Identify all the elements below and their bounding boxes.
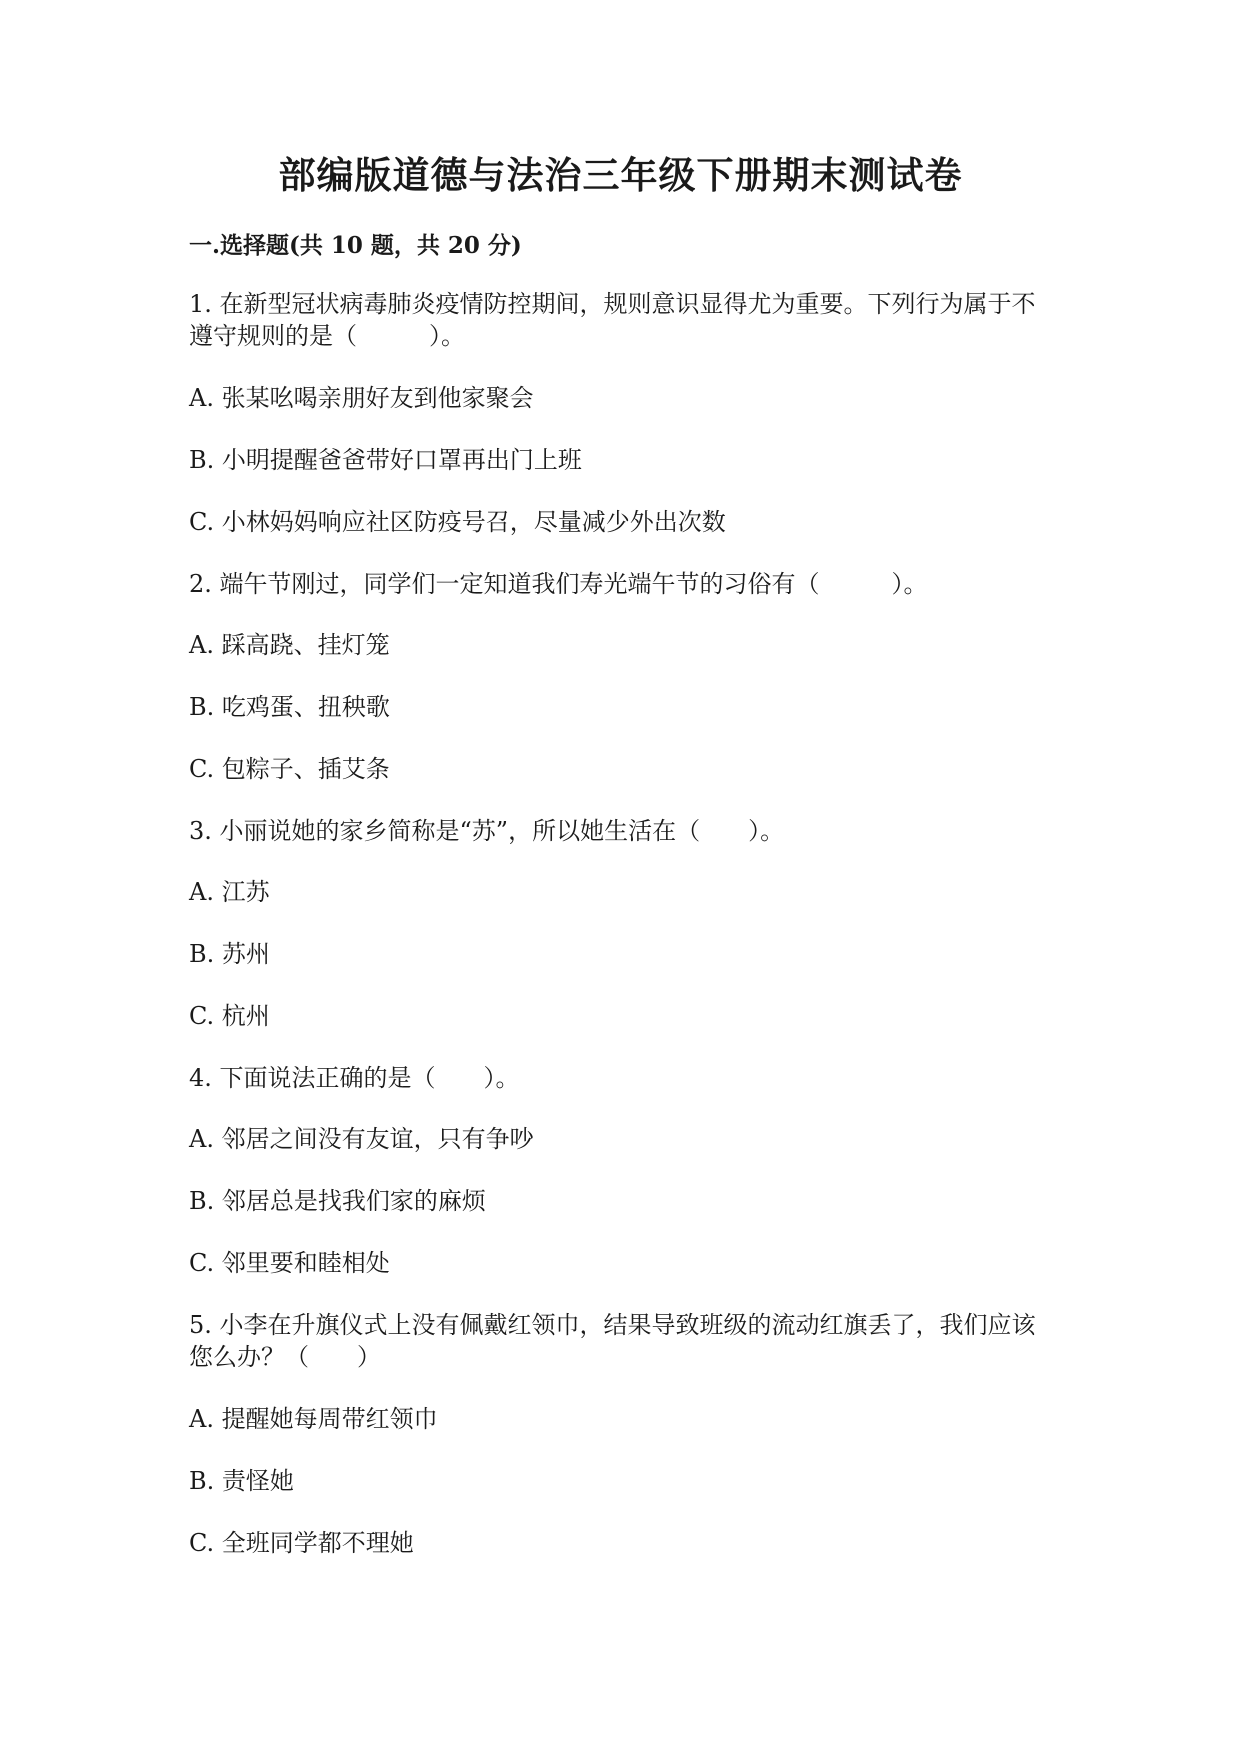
question-2-option-c: C. 包粽子、插艾条 [189,755,390,783]
question-5-stem: 5. 小李在升旗仪式上没有佩戴红领巾，结果导致班级的流动红旗丢了，我们应该您么办？（ ） [189,1311,1036,1371]
question-2-option-b: B. 吃鸡蛋、扭秧歌 [189,693,390,721]
question-4-stem: 4. 下面说法正确的是（ ）。 [189,1064,520,1092]
question-5-option-b: B. 责怪她 [189,1467,294,1495]
question-1-option-a: A. 张某吆喝亲朋好友到他家聚会 [189,384,534,412]
question-4-option-b: B. 邻居总是找我们家的麻烦 [189,1187,486,1215]
question-3-option-b: B. 苏州 [189,940,270,968]
question-3-option-c: C. 杭州 [189,1002,270,1030]
question-3-option-a: A. 江苏 [189,878,270,906]
question-5-option-a: A. 提醒她每周带红领巾 [189,1405,438,1433]
question-5-option-c: C. 全班同学都不理她 [189,1529,414,1557]
question-3-stem: 3. 小丽说她的家乡简称是“苏”，所以她生活在（ ）。 [189,817,785,845]
question-4-option-c: C. 邻里要和睦相处 [189,1249,390,1277]
question-2-stem: 2. 端午节刚过，同学们一定知道我们寿光端午节的习俗有（ ）。 [189,570,928,598]
question-2-option-a: A. 踩高跷、挂灯笼 [189,631,390,659]
question-1-option-c: C. 小林妈妈响应社区防疫号召，尽量减少外出次数 [189,508,726,536]
question-1-option-b: B. 小明提醒爸爸带好口罩再出门上班 [189,446,582,474]
section-heading: 一.选择题(共 10 题，共 20 分) [189,232,522,259]
question-list [189,288,1059,1589]
question-4-option-a: A. 邻居之间没有友谊，只有争吵 [189,1125,534,1153]
question-1-stem: 1. 在新型冠状病毒肺炎疫情防控期间，规则意识显得尤为重要。下列行为属于不遵守规则的是（ ）。 [189,290,1036,350]
page-title: 部编版道德与法治三年级下册期末测试卷 [278,153,963,197]
